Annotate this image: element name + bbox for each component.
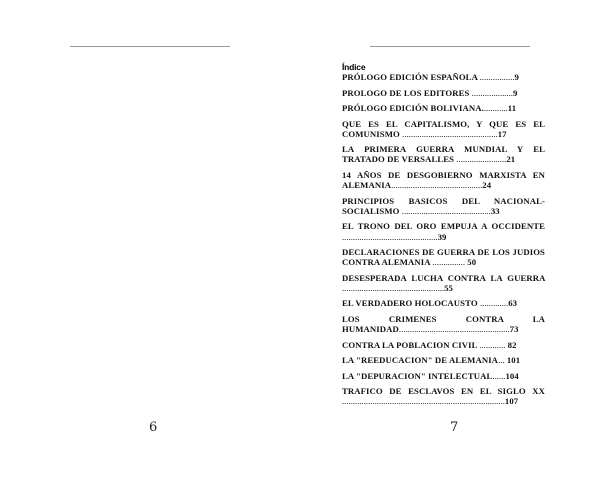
toc-entry: [342, 298, 545, 308]
right-page: [300, 0, 600, 485]
toc-entry-title: PRÓLOGO EDICIÓN BOLIVIANA.: [342, 103, 484, 113]
toc-entry: [342, 247, 545, 267]
toc-entry: [342, 72, 545, 82]
toc-leader-dots: ..........................................: [391, 180, 483, 191]
toc-page-number: 55: [444, 282, 453, 293]
toc-leader-dots: ...........: [483, 103, 508, 113]
toc-page-number: 9: [514, 72, 519, 82]
toc-entry: [342, 144, 545, 164]
toc-leader-dots: .............: [479, 298, 509, 309]
toc-page-number: 73: [509, 324, 519, 335]
index-title: Índice: [342, 62, 366, 72]
toc-page-number: 11: [507, 103, 517, 113]
toc-leader-dots: ...................: [471, 87, 513, 98]
toc-entry: [342, 371, 545, 381]
toc-entry: [342, 355, 545, 365]
toc-leader-dots: ............................................: [402, 128, 498, 139]
toc-leader-dots: ...................................................: [398, 324, 510, 335]
toc-entry: [342, 340, 545, 350]
toc-entry-title: CONTRA LA POBLACION CIVIL: [342, 339, 478, 350]
toc-leader-dots: .........................................: [401, 205, 491, 216]
toc-entry: [342, 103, 545, 113]
header-rule: [70, 46, 230, 47]
toc-entry-title: DESESPERADA LUCHA CONTRA LA GUERRA: [342, 272, 545, 283]
toc-leader-dots: ................: [479, 72, 515, 82]
toc-page-number: 17: [497, 128, 507, 139]
toc-page-number: 24: [482, 180, 492, 191]
toc-entry: [342, 314, 545, 334]
toc-leader-dots: ...: [498, 355, 505, 366]
toc-entry: [342, 88, 545, 98]
toc-entry-title: TRAFICO DE ESCLAVOS EN EL SIGLO XX: [342, 386, 545, 397]
toc-page-number: 107: [504, 396, 519, 407]
toc-entry-title: EL VERDADERO HOLOCAUSTO: [342, 298, 478, 309]
toc-page-number: 82: [507, 339, 517, 350]
toc-entry-title: PROLOGO DE LOS EDITORES: [342, 87, 470, 98]
toc-page-number: 33: [490, 205, 500, 216]
toc-entry: [342, 386, 545, 406]
toc-entry-title: DECLARACIONES DE GUERRA DE LOS JUDIOS CONTRA ALEMANIA: [342, 247, 545, 268]
toc-entry-title: 14 AÑOS DE DESGOBIERNO MARXISTA EN ALEMANIA: [342, 169, 545, 191]
toc-entry-title: PRINCIPIOS BASICOS DEL NACIONAL-SOCIALISMO: [342, 195, 545, 216]
toc-leader-dots: ...............................................: [342, 282, 445, 293]
toc-entry-title: LA PRIMERA GUERRA MUNDIAL Y EL TRATADO DE VERSALLES: [342, 144, 545, 165]
toc-entry: [342, 119, 545, 139]
toc-leader-dots: ............................................: [342, 231, 438, 242]
toc-entry-title: EL TRONO DEL ORO EMPUJA A OCCIDENTE: [342, 221, 545, 232]
toc-page-number: 63: [508, 298, 518, 309]
toc-entry: [342, 221, 545, 241]
toc-page-number: 9: [512, 87, 518, 98]
toc-entry-title: QUE ES EL CAPITALISMO, Y QUE ES EL COMUNISMO: [342, 118, 545, 139]
toc-page-number: 101: [506, 355, 521, 366]
toc-page-number: 50: [467, 257, 477, 268]
page-number: 7: [450, 420, 459, 435]
table-of-contents: [342, 72, 545, 412]
toc-page-number: 39: [437, 231, 447, 242]
toc-entry: [342, 273, 545, 293]
toc-entry-title: LA "DEPURACION" INTELECTUAL: [342, 370, 493, 381]
header-rule: [370, 46, 530, 47]
toc-page-number: 104: [505, 370, 519, 381]
toc-leader-dots: .......................: [456, 154, 507, 165]
toc-entry: [342, 170, 545, 190]
toc-leader-dots: ...........................................................................: [342, 396, 505, 407]
toc-entry-title: LA "REEDUCACION" DE ALEMANIA: [342, 355, 499, 366]
toc-leader-dots: ............: [479, 339, 506, 350]
page-number: 6: [149, 420, 158, 435]
toc-entry-title: LOS CRIMENES CONTRA LA HUMANIDAD: [342, 313, 545, 335]
toc-leader-dots: ......: [492, 370, 506, 381]
toc-page-number: 21: [506, 154, 516, 165]
toc-entry: [342, 196, 545, 216]
toc-entry-title: PRÓLOGO EDICIÓN ESPAÑOLA: [342, 72, 478, 82]
toc-leader-dots: ...............: [432, 257, 466, 268]
